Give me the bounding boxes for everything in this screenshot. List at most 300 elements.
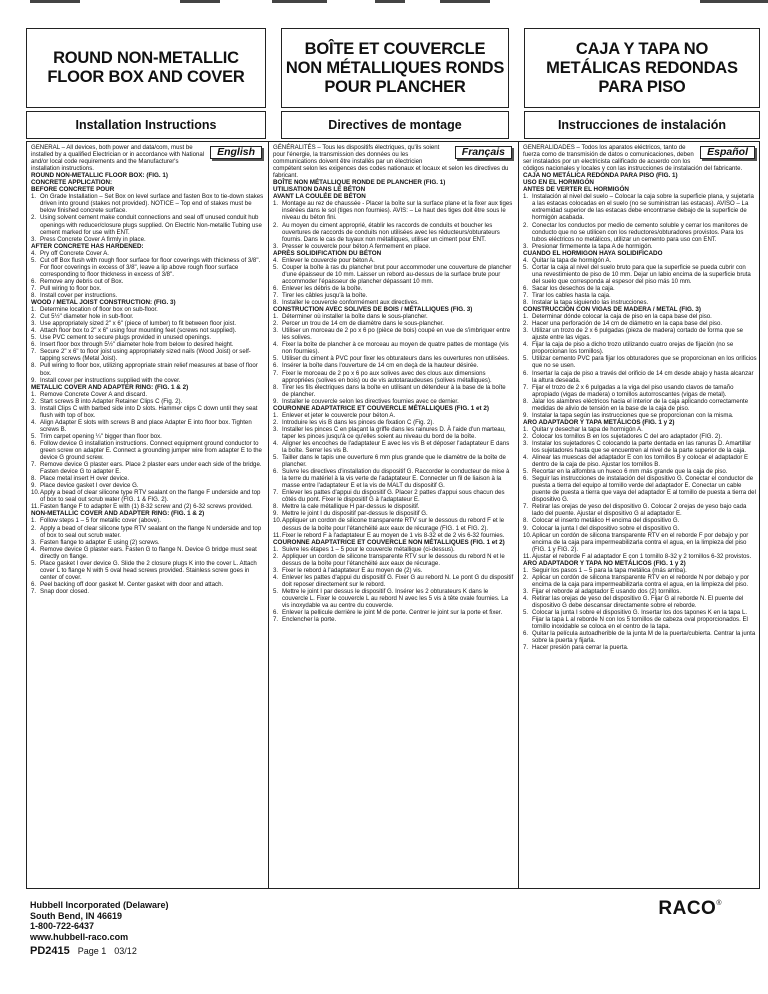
section-heading: ARO ADAPTADOR Y TAPA NO METÁLICOS (FIG. 1 y 2) — [523, 559, 686, 567]
step-number: 9. — [31, 376, 37, 384]
step-item — [523, 257, 757, 264]
step-text: Place metal insert H over device. — [40, 475, 130, 483]
step-item — [31, 257, 264, 278]
step-text: Snap door closed. — [40, 587, 90, 595]
title-line: CAJA Y TAPA NO — [575, 39, 709, 58]
title-english — [26, 28, 266, 108]
step-item — [523, 264, 757, 285]
step-text: Fixer le rebord à l'adaptateur E au moyen de (2) vis. — [282, 566, 423, 574]
step-item — [273, 517, 514, 531]
step-text: Quitar la película autoadherible de la junta M de la puerta/cubierta. Centrar la junta sobre la puerta y fijarla. — [532, 630, 756, 645]
step-text: Au moyen du ciment approprié, établir les raccords de conduits et boucher les ouvertures de raccords de conduits non utilisées avec les réducteurs/obturateurs fournis. Dans le cas de tuyaux non métalliques, utiliser un ciment pour ENT. — [282, 221, 500, 243]
step-item — [523, 433, 757, 440]
step-item — [31, 341, 264, 348]
step-text: Pull wiring to floor box. — [40, 284, 102, 292]
step-number: 2. — [523, 221, 529, 229]
step-text: Enlever la pellicule derrière le joint M de porte. Centrer le joint sur la porte et fixer. — [282, 609, 503, 617]
step-number: 6. — [273, 468, 279, 476]
step-item — [273, 468, 514, 489]
registered-mark: ® — [716, 900, 722, 907]
step-item — [31, 475, 264, 482]
step-number: 8. — [273, 503, 279, 511]
step-number: 6. — [523, 475, 529, 483]
step-list — [273, 313, 514, 405]
step-text: Aplicar un cordón de silicona transparente RTV en el reborde F por debajo y por encima de la caja para impermeabilizarla contra el agua, en la limpieza del piso (FIG. 1 y FIG. 2). — [532, 531, 749, 553]
section-heading: CAJA NO METÁLICA REDONDA PARA PISO (FIG. 1) — [523, 172, 678, 180]
subtitle-row — [26, 111, 760, 139]
step-text: Instalar la tapa siguiendo las instrucciones. — [532, 299, 649, 307]
step-text: Installer le couvercle selon les directives fournies avec ce dernier. — [282, 397, 459, 405]
step-text: Tirar los cables hasta la caja. — [532, 291, 611, 299]
column-spanish — [518, 142, 761, 888]
step-text: Trim carpet opening ¼" bigger than floor box. — [40, 432, 162, 440]
step-list — [31, 250, 264, 299]
step-number: 2. — [523, 432, 529, 440]
step-text: Mettre la cale métallique H par-dessus le dispositif. — [282, 503, 420, 511]
step-item — [273, 532, 514, 539]
step-list — [31, 193, 264, 242]
step-number: 4. — [273, 341, 279, 349]
step-item — [523, 588, 757, 595]
step-item — [273, 426, 514, 440]
step-number: 5. — [273, 587, 279, 595]
step-item — [273, 510, 514, 517]
step-item — [273, 553, 514, 567]
step-text: Cut off Box flush with rough floor surface for floor coverings with thickness of 3/8". For floor coverings in excess of 3/8", leave a lip above rough floor surface corresponding to floor thickness in excess of 3/8". — [40, 256, 261, 278]
step-number: 7. — [273, 291, 279, 299]
section-heading: APRÈS SOLIDIFICATION DU BÉTON — [273, 249, 382, 257]
step-number: 11. — [273, 531, 282, 539]
step-item — [523, 313, 757, 320]
step-text: Hacer presión para cerrar la puerta. — [532, 644, 629, 652]
step-text: Enclencher la porte. — [282, 616, 337, 624]
step-text: Remove any debris out of Box. — [40, 277, 124, 285]
general-notice: GÉNÉRALITÉS – Tous les dispositifs électriques, qu'ils soient pour l'énergie, la transmission des données ou les communications doivent être installés par un électricien compétent selon les exigences des codes nationaux et locaux et selon les directives du fabricant. — [273, 144, 509, 180]
step-number: 6. — [273, 609, 279, 617]
step-number: 4. — [31, 249, 37, 257]
step-number: 8. — [31, 362, 37, 370]
instruction-sheet — [26, 28, 760, 889]
step-text: Fixer la boîte de plancher à ce morceau au moyen de quatre pattes de montage (vis non fournies). — [282, 341, 509, 356]
title-line: METÁLICAS REDONDAS — [546, 58, 738, 77]
step-number: 1. — [523, 566, 529, 574]
step-item — [523, 222, 757, 243]
step-text: Peel backing off door gasket M. Center gasket with door and attach. — [40, 580, 224, 588]
step-item — [31, 517, 264, 524]
company-address: South Bend, IN 46619 — [30, 910, 123, 921]
section-heading: CUANDO EL HORMIGON HAYA SOLIDIFICADO — [523, 249, 663, 257]
step-text: Tirer les câbles jusqu'à la boîte. — [282, 291, 368, 299]
section-heading: ROUND NON-METALLIC FLOOR BOX: (FIG. 1) — [31, 172, 169, 180]
doc-code: PD2415 — [30, 945, 70, 957]
step-item — [31, 588, 264, 595]
step-text: Retirar las orejas de yeso del dispositivo G. Colocar 2 orejas de yeso bajo cada lado del puente. Ajustar el dispositivo G al adaptador E. — [532, 503, 747, 518]
step-number: 5. — [31, 334, 37, 342]
step-item — [523, 644, 757, 651]
company-phone: 1-800-722-6437 — [30, 921, 95, 931]
step-list — [273, 546, 514, 624]
step-item — [523, 553, 757, 560]
step-number: 6. — [273, 284, 279, 292]
step-item — [523, 412, 757, 419]
step-text: Percer un trou de 14 cm de diamètre dans le sous-plancher. — [282, 320, 444, 328]
step-number: 1. — [273, 411, 279, 419]
step-number: 4. — [523, 341, 529, 349]
step-number: 4. — [273, 439, 279, 447]
step-text: Install cover per instructions. — [40, 291, 118, 299]
scan-edge-marks — [0, 0, 768, 6]
step-number: 6. — [523, 284, 529, 292]
step-item — [31, 320, 264, 327]
step-text: Remove device G plaster ears. Place 2 plaster ears under each side of the bridge. Fasten device G to adapter E. — [40, 461, 262, 476]
step-list — [273, 200, 514, 249]
language-badge-english: English — [210, 146, 262, 159]
title-french — [281, 28, 509, 108]
step-number: 6. — [31, 341, 37, 349]
step-item — [31, 193, 264, 214]
language-badge-spanish: Español — [700, 146, 755, 159]
step-text: Insertar la caja de piso a través del orificio de 14 cm desde abajo y hasta alcanzar la altura deseada. — [532, 369, 754, 384]
step-item — [273, 355, 514, 362]
step-text: Colocar los tornillos B en los sujetadores C del aro adaptador (FIG. 2). — [532, 432, 723, 440]
step-item — [31, 391, 264, 398]
step-text: Install cover per instructions supplied with the cover. — [40, 376, 181, 384]
step-number: 1. — [31, 193, 37, 201]
title-line: POUR PLANCHER — [324, 77, 466, 96]
step-number: 5. — [31, 256, 37, 264]
step-number: 2. — [523, 573, 529, 581]
step-item — [523, 630, 757, 644]
step-number: 8. — [523, 517, 529, 525]
step-number: 5. — [31, 559, 37, 567]
step-text: Install Clips C with barbed side into D slots. Hammer clips C down until they seat flush with top of box. — [40, 404, 258, 419]
document-id — [30, 946, 169, 957]
step-number: 1. — [523, 425, 529, 433]
step-number: 1. — [273, 545, 279, 553]
step-number: 6. — [273, 362, 279, 370]
step-number: 4. — [523, 595, 529, 602]
step-item — [523, 292, 757, 299]
company-name: Hubbell Incorporated (Delaware) — [30, 900, 169, 910]
step-text: Determinar dónde colocar la caja de piso en la capa base del piso. — [532, 313, 712, 321]
step-text: Fixer le rebord F à l'adaptateur E au moyen de 1 vis 8-32 et de 2 vis 6-32 fournies. — [282, 531, 505, 539]
step-number: 2. — [273, 320, 279, 328]
sections — [523, 172, 757, 651]
step-number: 3. — [31, 404, 37, 412]
step-item — [523, 454, 757, 468]
step-number: 11. — [523, 552, 532, 560]
step-item — [273, 546, 514, 553]
step-number: 3. — [31, 538, 37, 546]
step-item — [31, 581, 264, 588]
step-item — [523, 475, 757, 503]
step-item — [31, 419, 264, 433]
section-heading: CONSTRUCCIÓN CON VIGAS DE MADERA / METAL (FIG. 3) — [523, 306, 701, 314]
step-number: 5. — [523, 355, 529, 363]
step-text: Mettre le joint I du dispositif par-dessus le dispositif G. — [282, 510, 428, 518]
step-text: Follow steps 1 – 5 for metallic cover (above). — [40, 517, 161, 525]
step-item — [273, 292, 514, 299]
step-item — [273, 503, 514, 510]
step-text: Tirer les fils électriques dans la boîte en utilisant un détendeur à la base de la boîte de plancher. — [282, 383, 506, 398]
step-number: 4. — [273, 256, 279, 264]
step-text: Couper la boîte à ras du plancher brut pour accommoder une couverture de plancher d'une épaisseur de 10 mm. Laisser un rebord au-dessus de la surface brute pour accommoder l'épaisseur de plancher dépassant 10 mm. — [282, 263, 512, 285]
step-number: 7. — [31, 461, 37, 469]
step-text: Presionar firmemente la tapa A de hormigón. — [532, 242, 653, 250]
step-text: Mettre le joint I par dessus le dispositif G. Insérer les 2 obturateurs K dans le couvercle L. Fixer le couvercle L au rebord N avec les 5 vis à tête ovale fournies. La vis inoxydable va au centre du couvercle. — [282, 587, 509, 610]
step-number: 6. — [523, 369, 529, 377]
step-item — [523, 517, 757, 524]
step-text: Instalación al nivel del suelo – Colocar la caja sobre la superficie plana, y sujetarla a las estacas colocadas en el suelo (no se suministran las estacas). AVISO – La extremidad superior de las estacas debe encontrarse debajo de la superficie de hormigón acabada. — [532, 193, 754, 222]
section-heading: BEFORE CONCRETE POUR — [31, 186, 115, 194]
step-item — [31, 214, 264, 235]
step-item — [523, 503, 757, 517]
step-item — [523, 574, 757, 588]
step-text: Using solvent cement make conduit connections and seal off unused conduit hub openings with reducer/closure plugs supplied. On Electric Non-metallic Tubing use cement marked for use with ENT. — [40, 214, 262, 236]
section-heading: WOOD / METAL JOIST CONSTRUCTION: (FIG. 3) — [31, 299, 176, 307]
step-number: 5. — [273, 355, 279, 363]
company-website[interactable]: www.hubbell-raco.com — [30, 931, 129, 942]
step-text: Seguir los pasos 1 – 5 para la tapa metálica (más arriba). — [532, 566, 687, 574]
step-number: 3. — [273, 566, 279, 574]
step-text: Remove device G plaster ears. Fasten G to flange N. Device G bridge must seat directly on flange. — [40, 545, 257, 560]
step-number: 10. — [273, 517, 282, 525]
step-text: Place device gasket I over device G. — [40, 482, 139, 490]
step-text: Cut 5½" diameter hole in sub-floor. — [40, 313, 134, 321]
step-text: Utiliser du ciment à PVC pour fixer les obturateurs dans les ouvertures non utilisées. — [282, 355, 510, 363]
step-item — [31, 348, 264, 362]
step-number: 2. — [273, 221, 279, 229]
step-list — [31, 517, 264, 595]
brand-name: RACO — [658, 898, 717, 919]
step-number: 3. — [523, 587, 529, 595]
step-text: Remove Concrete Cover A and discard. — [40, 390, 148, 398]
step-number: 1. — [31, 306, 37, 314]
step-item — [31, 327, 264, 334]
step-text: Utilizar un trozo de 2 x 6 pulgadas (pieza de madera) cortado de forma que se ajuste entre las vigas. — [532, 327, 744, 342]
title-line: BOÎTE ET COUVERCLE — [304, 39, 486, 58]
subtitle-spanish: Instrucciones de instalación — [524, 111, 760, 139]
step-item — [523, 193, 757, 221]
step-number: 5. — [523, 609, 529, 617]
step-item — [523, 299, 757, 306]
step-item — [523, 320, 757, 327]
sections — [31, 172, 264, 595]
step-text: Instalar la tapa según las instrucciones que se proporcionan con la misma. — [532, 411, 734, 419]
step-number: 2. — [31, 397, 37, 405]
step-number: 7. — [31, 284, 37, 292]
title-row — [26, 28, 760, 108]
step-text: Enlever et jeter le couvercle pour béton A. — [282, 411, 396, 419]
step-text: Quitar la tapa de hormigón A. — [532, 256, 612, 264]
step-text: Pull wiring to floor box, utilizing appropriate strain relief measures at base of floor box. — [40, 362, 258, 377]
step-text: Déterminer où installer la boîte dans le sous-plancher. — [282, 313, 428, 321]
step-item — [273, 222, 514, 243]
step-item — [273, 257, 514, 264]
step-item — [31, 503, 264, 510]
step-number: 1. — [31, 517, 37, 525]
section-heading: ANTES DE VERTER EL HORMIGÓN — [523, 186, 629, 194]
step-number: 1. — [273, 313, 279, 321]
step-item — [523, 398, 757, 412]
step-number: 9. — [273, 510, 279, 518]
section-heading: NON-METALLIC COVER AND ADAPTER RING: (FIG. 1 & 2) — [31, 510, 205, 518]
step-number: 8. — [31, 291, 37, 299]
step-item — [273, 574, 514, 588]
step-number: 4. — [31, 418, 37, 426]
step-number: 9. — [31, 482, 37, 490]
step-list — [523, 426, 757, 560]
step-item — [523, 243, 757, 250]
step-text: Conectar los conductos por medio de cemento soluble y cerrar los manitores de conducto que no se utilicen con los reductores/obturadores provistos. Para los tubos eléctricos no metálicos, utilizar un cemento para uso con ENT. — [532, 221, 748, 243]
step-item — [273, 370, 514, 384]
column-french — [268, 142, 518, 888]
step-text: Installer les pinces C en plaçant la griffe dans les rainures D. À l'aide d'un marteau, taper les pinces jusqu'à ce qu'elles soient au niveau du bord de la boîte. — [282, 425, 506, 440]
step-number: 7. — [31, 348, 37, 356]
brand-logo — [658, 898, 722, 920]
step-item — [273, 454, 514, 468]
step-list — [523, 313, 757, 419]
step-text: Alinear las muescas del adaptador E con los tornillos B y colocar el adaptador E dentro de la caja de piso. Ajustar los tornillos B. — [532, 454, 749, 469]
step-item — [523, 440, 757, 454]
step-text: Secure 2" x 6" to floor joist using appropriately sized nails (Wood Joist) or self-tapping screws (Metal Joist). — [40, 348, 251, 363]
step-number: 3. — [273, 242, 279, 250]
step-text: Colocar la junta I del dispositivo sobre el dispositivo G. — [532, 524, 680, 532]
step-number: 5. — [523, 263, 529, 271]
step-text: Place gasket I over device G. Slide the 2 closure plugs K into the cover L. Attach cover L to flange N with 5 oval head screws provided. Stainless screw goes in center of cover. — [40, 559, 257, 581]
step-item — [273, 489, 514, 503]
step-text: Fixer le morceau de 2 po x 6 po aux solives avec des clous aux dimensions appropriées (solives en bois) ou de vis autotaraudeuses (solives métalliques). — [282, 369, 492, 384]
step-item — [273, 264, 514, 285]
step-text: Instalar los sujetadores C colocando la parte dentada en las ranuras D. Amartillar los sujetadores hasta que se encuentren al nivel de la parte superior de la caja. — [532, 439, 752, 455]
step-text: Press Concrete Cover A firmly in place. — [40, 235, 146, 243]
step-number: 3. — [523, 327, 529, 335]
step-number: 7. — [523, 291, 529, 299]
step-number: 9. — [523, 411, 529, 419]
section-heading: AVANT LA COULÉE DE BÉTON — [273, 193, 366, 201]
step-item — [31, 313, 264, 320]
step-list — [523, 257, 757, 306]
step-text: Quitar y desechar la tapa de hormigón A. — [532, 425, 643, 433]
column-english — [27, 142, 268, 888]
step-text: Insérer la boîte dans l'ouverture de 14 cm en deçà de la hauteur désirée. — [282, 362, 479, 370]
step-item — [31, 482, 264, 489]
step-item — [31, 440, 264, 461]
step-item — [273, 327, 514, 341]
step-text: Utilizar cemento PVC para fijar los obturadores que se proporcionan en los orificios que no se usen. — [532, 355, 757, 370]
step-number: 9. — [523, 524, 529, 532]
section-heading: COURONNE ADAPTATRICE ET COUVERCLE NON MÉTALLIQUES (FIG. 1 et 2) — [273, 538, 505, 546]
doc-date: 03/12 — [114, 946, 137, 956]
step-text: Fasten flange to adapter E using (2) screws. — [40, 538, 160, 546]
step-text: Ajustar el reborde F al adaptador E con 1 tornillo 8-32 y 2 tornillos 6-32 provistos. — [532, 552, 752, 560]
step-list — [31, 306, 264, 384]
step-text: Fijar el reborde al adaptador E usando dos (2) tornillos. — [532, 587, 682, 595]
step-item — [31, 539, 264, 546]
step-item — [31, 334, 264, 341]
step-item — [31, 278, 264, 285]
step-number: 4. — [31, 327, 37, 335]
step-text: Aplicar un cordón de silicona transparente RTV en el reborde N por debajo y por encima de la caja para impermeabilizarla contra el agua, en la limpieza del piso. — [532, 573, 750, 588]
title-line: FLOOR BOX AND COVER — [47, 68, 245, 86]
step-item — [523, 327, 757, 341]
step-text: Recortar en la alfombra un hueco 6 mm más grande que la caja de piso. — [532, 468, 728, 476]
step-number: 2. — [523, 320, 529, 328]
section-heading: UTILISATION DANS LE BÉTON — [273, 186, 366, 194]
step-number: 8. — [273, 299, 279, 307]
step-item — [273, 362, 514, 369]
step-number: 1. — [31, 390, 37, 398]
step-item — [523, 384, 757, 398]
step-item — [31, 306, 264, 313]
step-item — [31, 362, 264, 376]
step-item — [273, 616, 514, 623]
step-item — [523, 285, 757, 292]
step-number: 4. — [273, 573, 279, 581]
step-item — [273, 567, 514, 574]
step-number: 2. — [31, 524, 37, 532]
step-text: On Grade Installation – Set Box on level surface and fasten Box to tie-down stakes driven into ground (stakes not provided). NOTICE – Top end of stakes must be below finished concrete surface. — [40, 193, 264, 215]
step-item — [273, 588, 514, 609]
step-text: Start screws B into Adapter Retainer Clips C (Fig. 2). — [40, 397, 183, 405]
section-heading: CONSTRUCTION AVEC SOLIVES DE BOIS / MÉTALLIQUES (FIG. 3) — [273, 306, 473, 314]
step-number: 5. — [31, 432, 37, 440]
step-item — [523, 426, 757, 433]
step-text: Determine location of floor box on sub-floor. — [40, 306, 158, 314]
step-item — [31, 292, 264, 299]
step-text: Enlever les pattes d'appui du dispositif G. Placer 2 pattes d'appui sous chacun des côtés du pont. Fixer le dispositif G à l'adaptateur E. — [282, 489, 505, 504]
step-item — [273, 243, 514, 250]
step-item — [273, 440, 514, 454]
step-text: Follow device G installation instructions. Connect equipment ground conductor to green screw on adapter E. Connect a grounding jumper wire from adapter E to the device G ground screw. — [40, 439, 262, 462]
title-line: NON MÉTALLIQUES RONDS — [285, 58, 505, 77]
step-text: Use PVC cement to secure plugs provided in unused openings. — [40, 334, 212, 342]
step-item — [31, 433, 264, 440]
step-number: 8. — [523, 397, 529, 405]
step-item — [273, 299, 514, 306]
step-item — [273, 313, 514, 320]
section-heading: CONCRETE APPLICATION: — [31, 179, 113, 187]
step-item — [523, 355, 757, 369]
step-number: 10. — [31, 489, 40, 497]
step-number: 1. — [523, 193, 529, 201]
step-item — [523, 525, 757, 532]
instruction-columns — [26, 141, 760, 889]
step-list — [523, 193, 757, 249]
step-number: 3. — [523, 242, 529, 250]
section-heading: METALLIC COVER AND ADAPTER RING: (FIG. 1 & 2) — [31, 383, 189, 391]
step-number: 8. — [31, 475, 37, 483]
step-item — [523, 609, 757, 630]
step-item — [31, 285, 264, 292]
step-number: 4. — [523, 454, 529, 462]
step-number: 5. — [273, 454, 279, 462]
step-number: 7. — [523, 503, 529, 511]
step-number: 7. — [523, 644, 529, 652]
step-text: Introduire les vis B dans les pinces de fixation C (Fig. 2). — [282, 418, 435, 426]
step-text: Appliquer un cordon de silicone transparente RTV sur le dessous du rebord F et le dessus de la boîte pour l'étanchéité aux eaux de récurage (FIG. 1 et FIG. 2). — [282, 517, 505, 532]
step-number: 8. — [523, 299, 529, 307]
step-item — [273, 200, 514, 221]
step-number: 11. — [31, 503, 40, 511]
step-text: Seguir las instrucciones de instalación del dispositivo G. Conectar el conductor de puesta a tierra del equipo al tornillo verde del adaptador E. Conectar un cable puente de puesta a tierra que vaya del adaptador E al tornillo de puesta a tierra del dispositivo G. — [532, 475, 756, 504]
section-heading: ARO ADAPTADOR Y TAPA METÁLICOS (FIG. 1 y 2) — [523, 418, 675, 426]
step-item — [31, 489, 264, 503]
footer-contact — [30, 900, 169, 957]
step-item — [31, 546, 264, 560]
step-text: Apply a bead of clear silicone type RTV sealant on the flange N underside and top of box to seal out scrub water. — [40, 524, 262, 539]
step-text: Appliquer un cordon de silicone transparente RTV sur le dessous du rebord N et le dessus de la boîte pour l'étanchéité aux eaux de récurage. — [282, 552, 505, 567]
